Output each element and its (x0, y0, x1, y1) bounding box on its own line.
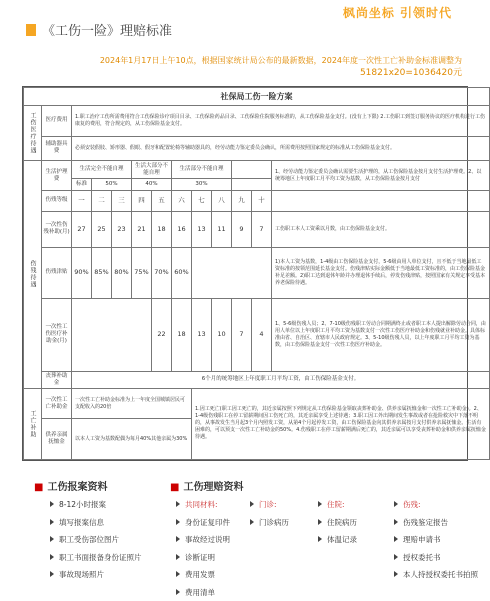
one-time-9: 9 (232, 211, 252, 247)
arrow-right-icon (50, 536, 54, 542)
list-item: 本人持授权委托书拍照 (394, 566, 478, 584)
section-medical: 工伤医疗待遇 (24, 106, 42, 161)
one-time-2: 25 (92, 211, 112, 247)
aid-label: 辅助器具费 (42, 136, 72, 160)
aid-text: 必须安装假肢、矫形器、假眼、假牙和配置轮椅等辅助器具的，经劳动能力鉴定委员会确认，所需费用按照国家规定的标准从工伤保险基金支付。 (72, 136, 490, 160)
notice-formula: 51821x20=1036420元 (26, 67, 462, 80)
arrow-right-icon (394, 501, 398, 507)
inpatient-list (318, 496, 357, 549)
grade-6: 六 (172, 191, 192, 211)
one-time-5: 18 (152, 211, 172, 247)
one-time-4: 21 (132, 211, 152, 247)
list-item: 门诊病历 (250, 514, 289, 532)
arrow-right-icon (394, 536, 398, 542)
death-label: 一次性工亡补助金 (42, 388, 72, 418)
arrow-right-icon (318, 501, 322, 507)
care-note: 1、经劳动能力鉴定委员会确认需要生活护理的，从工伤保险基金按月支付生活护理费。2、以统筹地区上年度职工月平均工资为基数，从工伤保险基金按月支付 (272, 160, 490, 190)
allowance-label: 伤残津贴 (42, 248, 72, 299)
medical-aid-5: 22 (152, 298, 172, 371)
care-standard-3: 30% (172, 179, 232, 191)
brand-slogan: 枫尚坐标 引领时代 (343, 4, 452, 21)
arrow-right-icon (318, 536, 322, 542)
claim-report-section-title: ■ 工伤报案资料 (34, 478, 107, 493)
disability-list (394, 496, 478, 584)
allowance-2: 85% (92, 248, 112, 299)
list-item: 理赔申请书 (394, 531, 478, 549)
list-item: 伤残鉴定报告 (394, 514, 478, 532)
allowance-4: 75% (132, 248, 152, 299)
arrow-right-icon (176, 519, 180, 525)
claim-material-section-title: ■ 工伤理赔资料 (170, 478, 243, 493)
grade-9: 九 (232, 191, 252, 211)
list-item: 填写报案信息 (50, 514, 142, 532)
medical-aid-8: 10 (212, 298, 232, 371)
arrow-right-icon (176, 536, 180, 542)
arrow-right-icon (176, 589, 180, 595)
arrow-right-icon (176, 554, 180, 560)
support-label: 供养亲属抚恤金 (42, 419, 72, 460)
care-standard-2: 40% (132, 179, 172, 191)
allowance-1: 90% (72, 248, 92, 299)
list-item: 体温记录 (318, 531, 357, 549)
medical-aid-7: 13 (192, 298, 212, 371)
section-death: 工亡补助 (24, 388, 42, 459)
arrow-right-icon (394, 519, 398, 525)
list-heading: 伤残: (394, 496, 478, 514)
list-item: 住院病历 (318, 514, 357, 532)
funeral-text: 6个月的统筹地区上年度职工月平均工资，由工伤保险基金支付。 (72, 371, 490, 388)
one-time-10: 7 (252, 211, 272, 247)
list-item: 职工受伤部位图片 (50, 531, 142, 549)
grade-2: 二 (92, 191, 112, 211)
list-item: 事故现场照片 (50, 566, 142, 584)
arrow-right-icon (50, 519, 54, 525)
arrow-right-icon (318, 519, 322, 525)
arrow-right-icon (394, 571, 398, 577)
death-text: 一次性工亡补助金标准为上一年度全国城镇居民可支配收入的20倍 (72, 388, 192, 418)
list-item: 授权委托书 (394, 549, 478, 567)
section-disability: 伤残待遇 (24, 160, 42, 388)
arrow-right-icon (50, 554, 54, 560)
benefit-table (22, 86, 468, 461)
grade-5: 五 (152, 191, 172, 211)
allowance-6: 60% (172, 248, 192, 299)
care-standard-label: 标准 (72, 179, 92, 191)
one-time-8: 11 (212, 211, 232, 247)
grade-3: 三 (112, 191, 132, 211)
grade-7: 七 (192, 191, 212, 211)
medical-aid-10: 4 (252, 298, 272, 371)
one-time-3: 23 (112, 211, 132, 247)
red-dot-icon: ■ (170, 482, 179, 493)
grade-10: 十 (252, 191, 272, 211)
allowance-5: 70% (152, 248, 172, 299)
red-dot-icon: ■ (34, 482, 43, 493)
list-item: 事故经过说明 (176, 531, 230, 549)
list-heading: 住院: (318, 496, 357, 514)
notice-line-1: 2024年1月17日上午10点，根据国家统计局公布的最新数据，2024年度一次性工亡补助金标准调整为 (26, 54, 462, 67)
medical-aid-6: 18 (172, 298, 192, 371)
arrow-right-icon (176, 571, 180, 577)
medical-aid-9: 7 (232, 298, 252, 371)
one-time-6: 16 (172, 211, 192, 247)
arrow-right-icon (176, 501, 180, 507)
list-item: 诊断证明 (176, 549, 230, 567)
table-heading: 社保局工伤一险方案 (24, 88, 490, 106)
fee-text: 1.职工治疗工伤所需费用符合工伤保险诊疗项目目录、工伤保险药品目录、工伤保险住院服务标准的，从工伤保险基金支付。(没有上下限) 2.工伤职工到签订服务协议的医疗机构进行工伤康复的费用，符合规定的，从工伤保险基金支付。 (72, 106, 490, 136)
care-standard-1: 50% (92, 179, 132, 191)
list-item: 职工书面报备身份证照片 (50, 549, 142, 567)
list-item: 身份证复印件 (176, 514, 230, 532)
one-time-label: 一次性伤残补助(月) (42, 211, 72, 247)
claim-report-list (50, 496, 142, 584)
one-time-7: 13 (192, 211, 212, 247)
grade-1: 一 (72, 191, 92, 211)
allowance-note: 1)本人工资为基数，1-4级由工伤保险基金支付，5-6级由用人单位支付，且不低于当地最低工资标准的按领范围延长基金支付。伤残津贴实际金额低于当地最低工资标准的，由工伤保险基金补足差额。2)职工达到退休年龄并办理退休手续后，停发伤残津贴，按照国家有关规定享受基本养老保险待遇。 (272, 248, 490, 299)
care-label: 生活护理费 (42, 160, 72, 190)
list-heading: 共同材料: (176, 496, 230, 514)
grade-4: 四 (132, 191, 152, 211)
list-item: 费用清单 (176, 584, 230, 601)
care-col-2: 生活大部分不能自理 (132, 160, 172, 178)
support-text: 以本人工资为基数配偶为每月40%其他亲属为30% (72, 419, 192, 460)
arrow-right-icon (250, 501, 254, 507)
medical-aid-note: 1、5-6级伤残人员；2、7-10级伤残职工劳动合同期满终止或者职工本人提出解除劳动合同，由用人单位以上年度职工月平均工资为基数支付一次性工伤医疗补助金和伤残就业补助金。具体标准由省、自治区、直辖市人民政府规定。3、5-10级伤残人员，以上年度职工月平均工资为基数，由工伤保险基金支付一次性工伤医疗补助金。 (272, 298, 490, 371)
notice-text (26, 54, 462, 80)
allowance-3: 80% (112, 248, 132, 299)
grade-8: 八 (212, 191, 232, 211)
page-title: 《工伤一险》理赔标准 (26, 20, 172, 39)
list-item: 8-12小时报案 (50, 496, 142, 514)
one-time-note: 工伤职工本人工资乘以月数，由工伤保险基金支付。 (272, 211, 490, 247)
medical-aid-label: 一次性工伤医疗补助金(月) (42, 298, 72, 371)
list-item: 费用发票 (176, 566, 230, 584)
arrow-right-icon (50, 571, 54, 577)
arrow-right-icon (394, 554, 398, 560)
care-col-1: 生活完全不能自理 (72, 160, 132, 178)
list-heading: 门诊: (250, 496, 289, 514)
grade-label: 伤残等级 (42, 191, 72, 211)
funeral-label: 丧葬补助金 (42, 371, 72, 388)
death-note: 1.因工死亡(职工因工死亡的，其近亲属按照下列规定从工伤保险基金领取丧葬补助金、供养亲属抚恤金和一次性工亡补助金)。2、1-4级伤残职工在停工留薪期间因工伤死亡的，其近亲属享受上述待遇；3.职工因工外出期间发生事故或者在抢险救灾中下落不明的，从事故发生当月起3个月内照发工资，从第4个月起停发工资，由工伤保险基金向其供养亲属按月支付供养亲属抚恤金。生活有困难的，可以预支一次性工亡补助金的50%。4.伤残职工在停工留薪期满后死亡的，其近亲属可以享受丧葬补助金和供养亲属抚恤金待遇。 (192, 388, 490, 459)
care-col-3: 生活部分不能自理 (172, 160, 232, 178)
outpatient-list (250, 496, 289, 531)
arrow-right-icon (250, 519, 254, 525)
common-materials-list (176, 496, 230, 601)
title-tag-icon (26, 24, 36, 36)
one-time-1: 27 (72, 211, 92, 247)
fee-label: 医疗费用 (42, 106, 72, 136)
arrow-right-icon (50, 501, 54, 507)
